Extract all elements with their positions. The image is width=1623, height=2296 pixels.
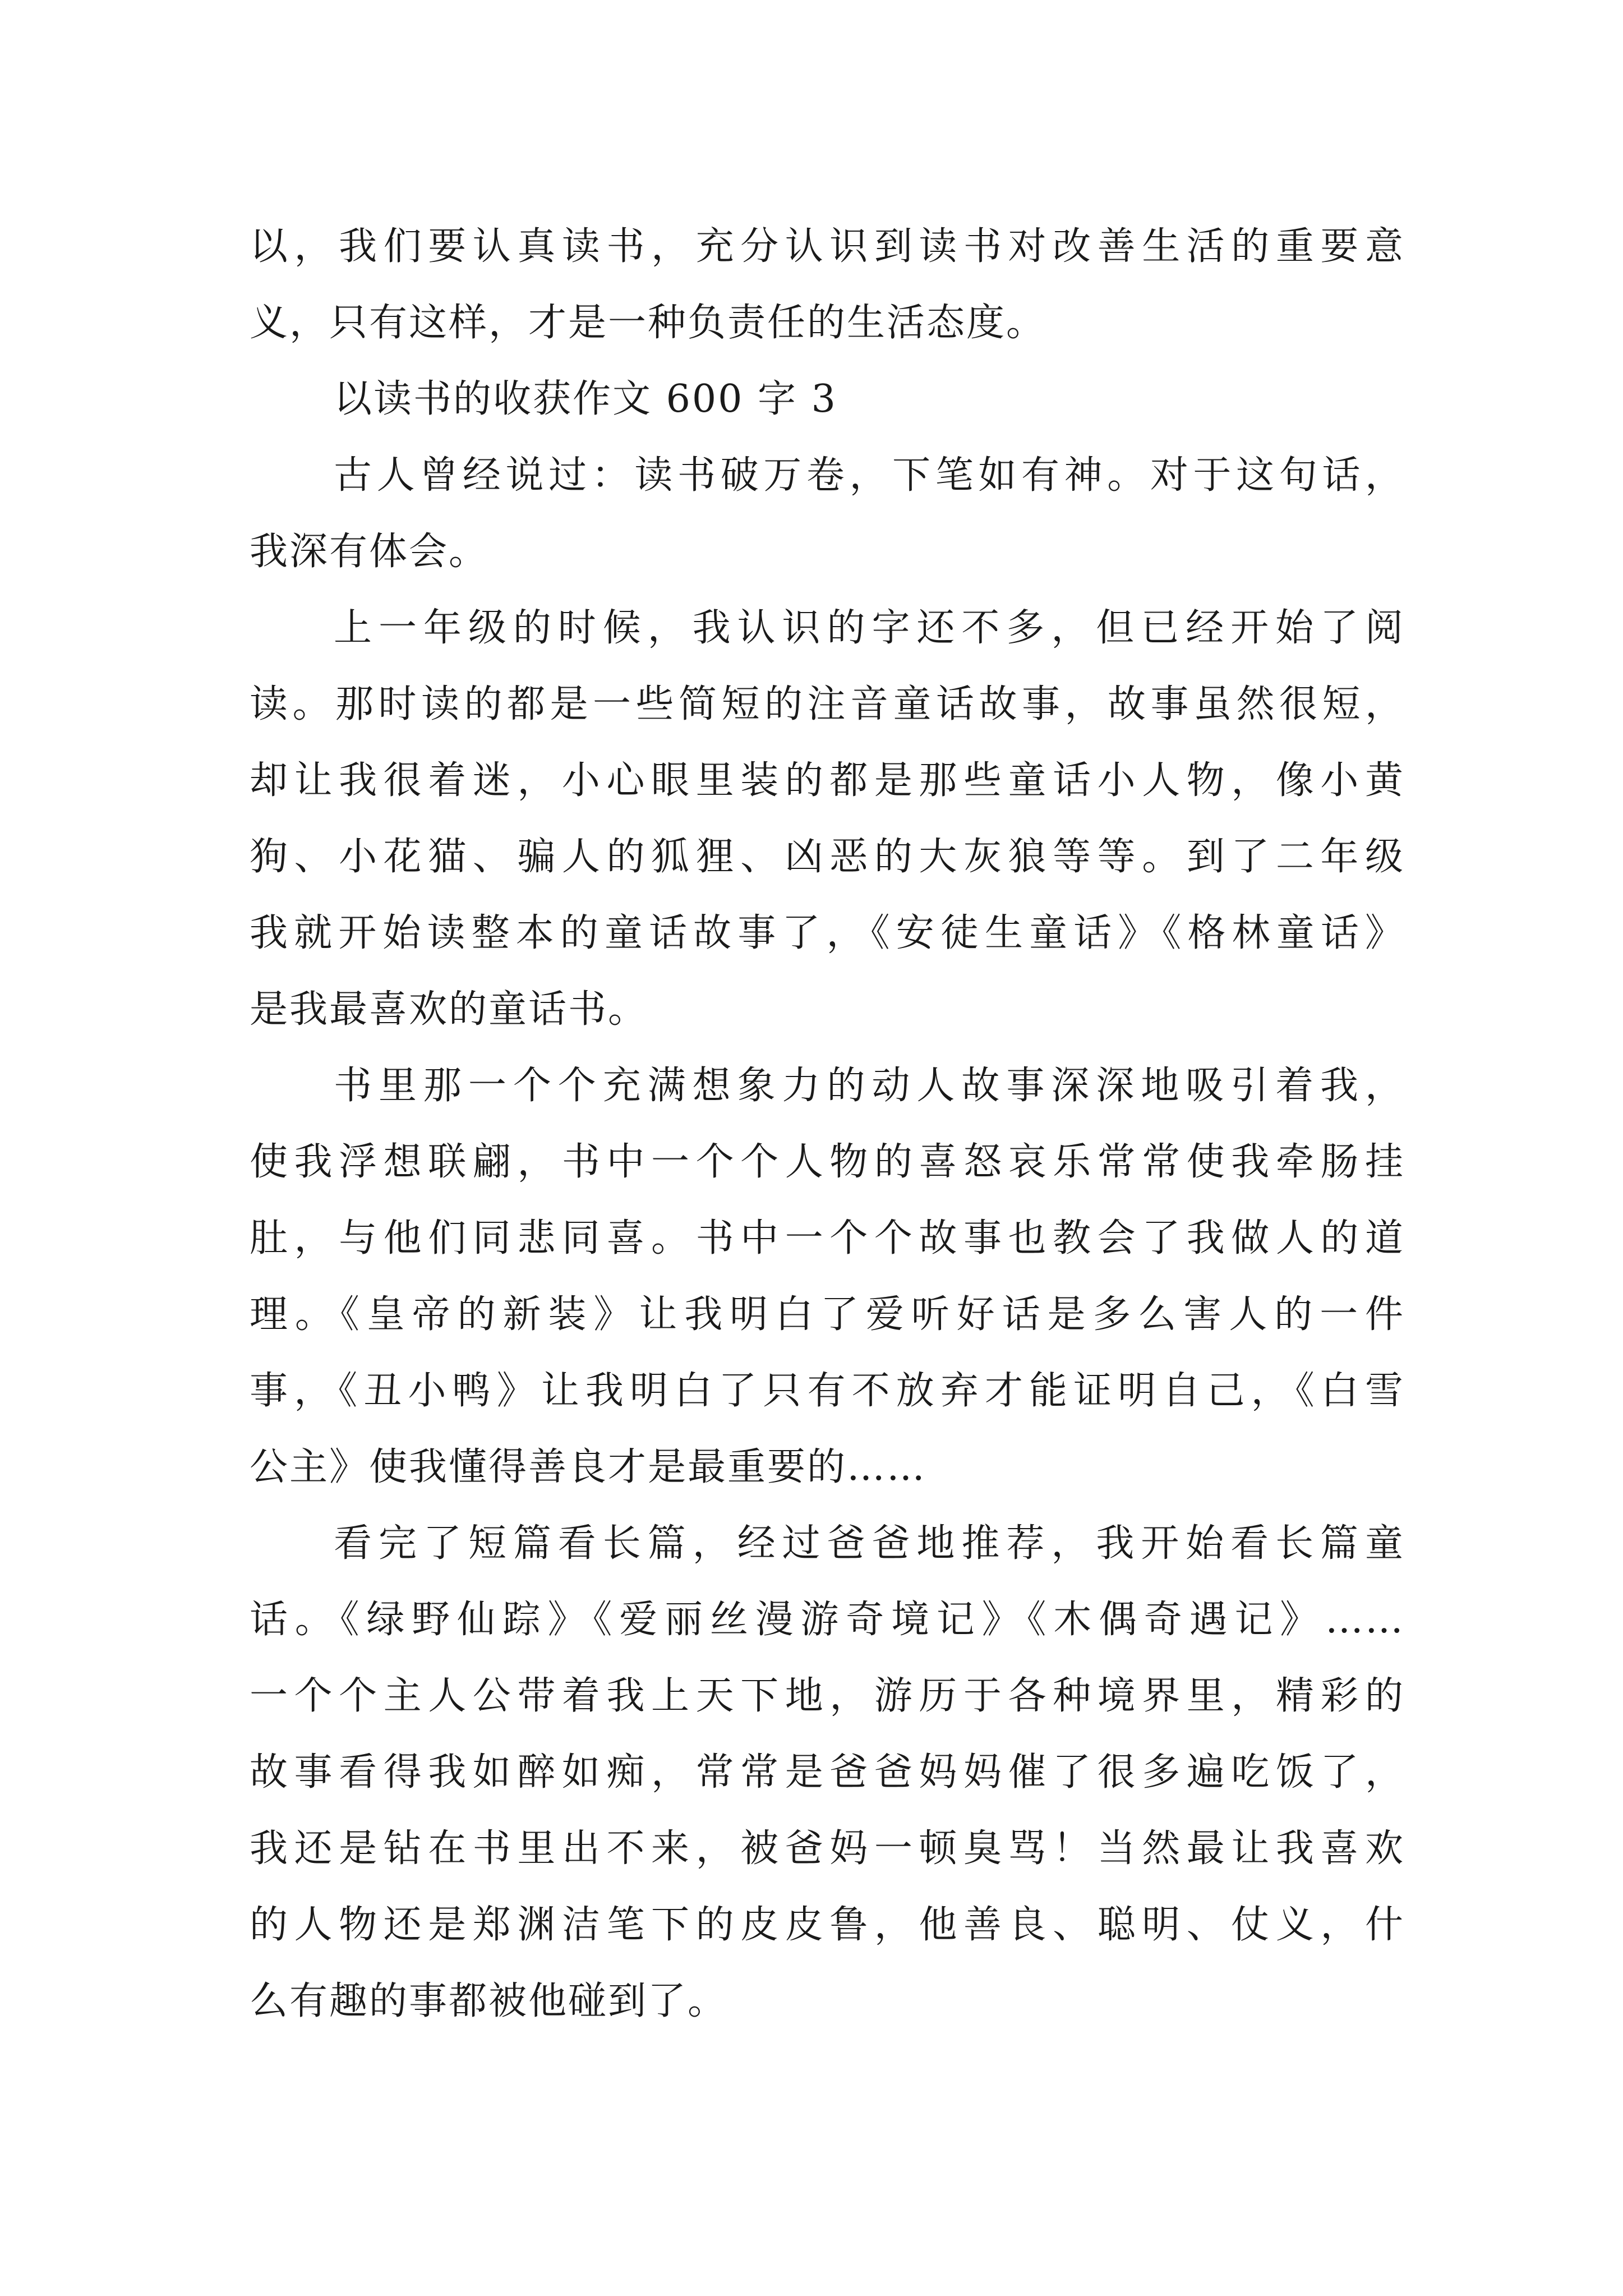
essay-body (250, 209, 1405, 2040)
text-line: 使我浮想联翩，书中一个个人物的喜怒哀乐常常使我牵肠挂 (250, 1140, 1405, 1184)
text-line: 理。《皇帝的新装》让我明白了爱听好话是多么害人的一件 (250, 1292, 1405, 1337)
paragraph-start-line: 看完了短篇看长篇，经过爸爸地推荐，我开始看长篇童 (334, 1521, 1405, 1566)
text-line: 我深有体会。 (250, 530, 489, 574)
paragraph-start-line: 古人曾经说过：读书破万卷，下笔如有神。对于这句话， (334, 453, 1405, 498)
text-line: 故事看得我如醉如痴，常常是爸爸妈妈催了很多遍吃饭了， (250, 1750, 1405, 1795)
text-line: 我就开始读整本的童话故事了，《安徒生童话》《格林童话》 (250, 911, 1405, 955)
text-line: 话。《绿野仙踪》《爱丽丝漫游奇境记》《木偶奇遇记》…… (250, 1598, 1405, 1642)
text-line: 以，我们要认真读书，充分认识到读书对改善生活的重要意 (250, 224, 1405, 269)
text-line: 义，只有这样，才是一种负责任的生活态度。 (250, 301, 1046, 345)
text-line: 事，《丑小鸭》让我明白了只有不放弃才能证明自己，《白雪 (250, 1369, 1405, 1413)
text-line: 公主》使我懂得善良才是最重要的…… (250, 1445, 927, 1489)
text-line: 是我最喜欢的童话书。 (250, 987, 648, 1032)
text-line: 狗、小花猫、骗人的狐狸、凶恶的大灰狼等等。到了二年级 (250, 835, 1405, 879)
paragraph-start-line: 上一年级的时候，我认识的字还不多，但已经开始了阅 (334, 606, 1405, 650)
section-heading: 以读书的收获作文 600 字 3 (334, 377, 837, 421)
text-line: 读。那时读的都是一些简短的注音童话故事，故事虽然很短， (250, 682, 1405, 726)
text-line: 肚，与他们同悲同喜。书中一个个故事也教会了我做人的道 (250, 1216, 1405, 1260)
text-line: 的人物还是郑渊洁笔下的皮皮鲁，他善良、聪明、仗义，什 (250, 1903, 1405, 1947)
paragraph-start-line: 书里那一个个充满想象力的动人故事深深地吸引着我， (334, 1064, 1405, 1108)
text-line: 一个个主人公带着我上天下地，游历于各种境界里，精彩的 (250, 1674, 1405, 1718)
text-line: 么有趣的事都被他碰到了。 (250, 1979, 728, 2023)
text-line: 却让我很着迷，小心眼里装的都是那些童话小人物，像小黄 (250, 758, 1405, 803)
text-line: 我还是钻在书里出不来，被爸妈一顿臭骂！当然最让我喜欢 (250, 1826, 1405, 1871)
